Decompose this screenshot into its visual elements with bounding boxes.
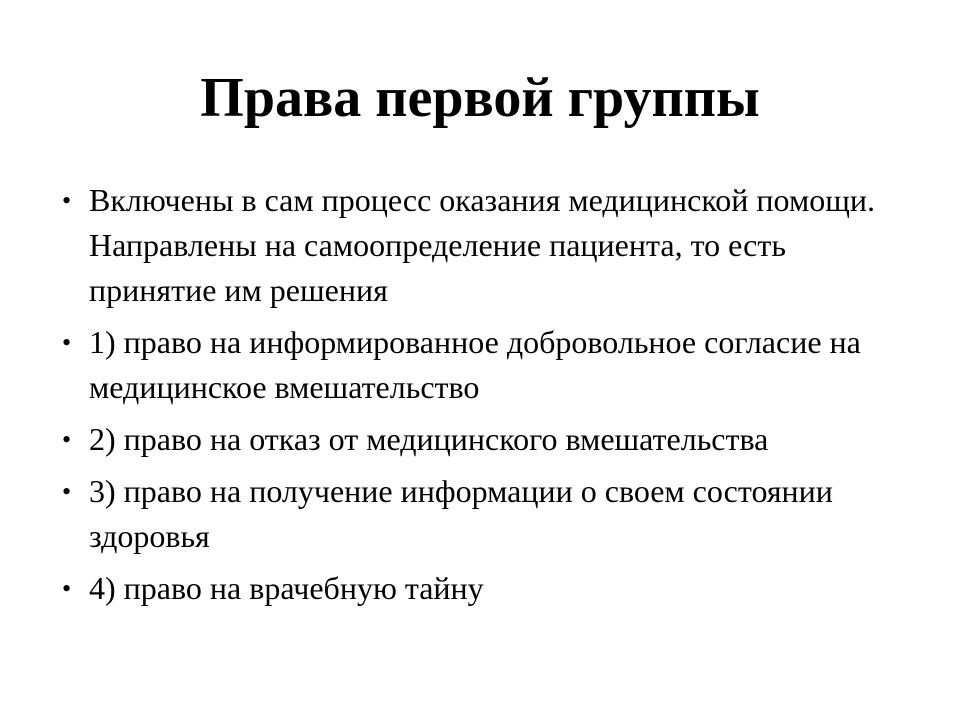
list-item [60,178,920,313]
bullet-text: Включены в сам процесс оказания медицинской помощи. Направлены на самоопределение пациента, то есть принятие им решения [89,182,875,308]
bullet-icon: • [62,574,72,603]
bullet-text: 2) право на отказ от медицинского вмешательства [89,421,769,457]
list-item [60,417,920,462]
bullet-text: 3) право на получение информации о своем состоянии здоровья [89,473,833,554]
bullet-icon: • [62,425,72,454]
list-item [60,320,920,410]
bullet-icon: • [62,328,72,357]
slide-title: Права первой группы [200,67,760,129]
bullet-list [60,178,920,618]
bullet-icon: • [62,477,72,506]
list-item [60,469,920,559]
bullet-text: 1) право на информированное добровольное согласие на медицинское вмешательство [89,324,861,405]
bullet-text: 4) право на врачебную тайну [89,570,484,606]
bullet-icon: • [62,186,72,215]
list-item [60,566,920,611]
